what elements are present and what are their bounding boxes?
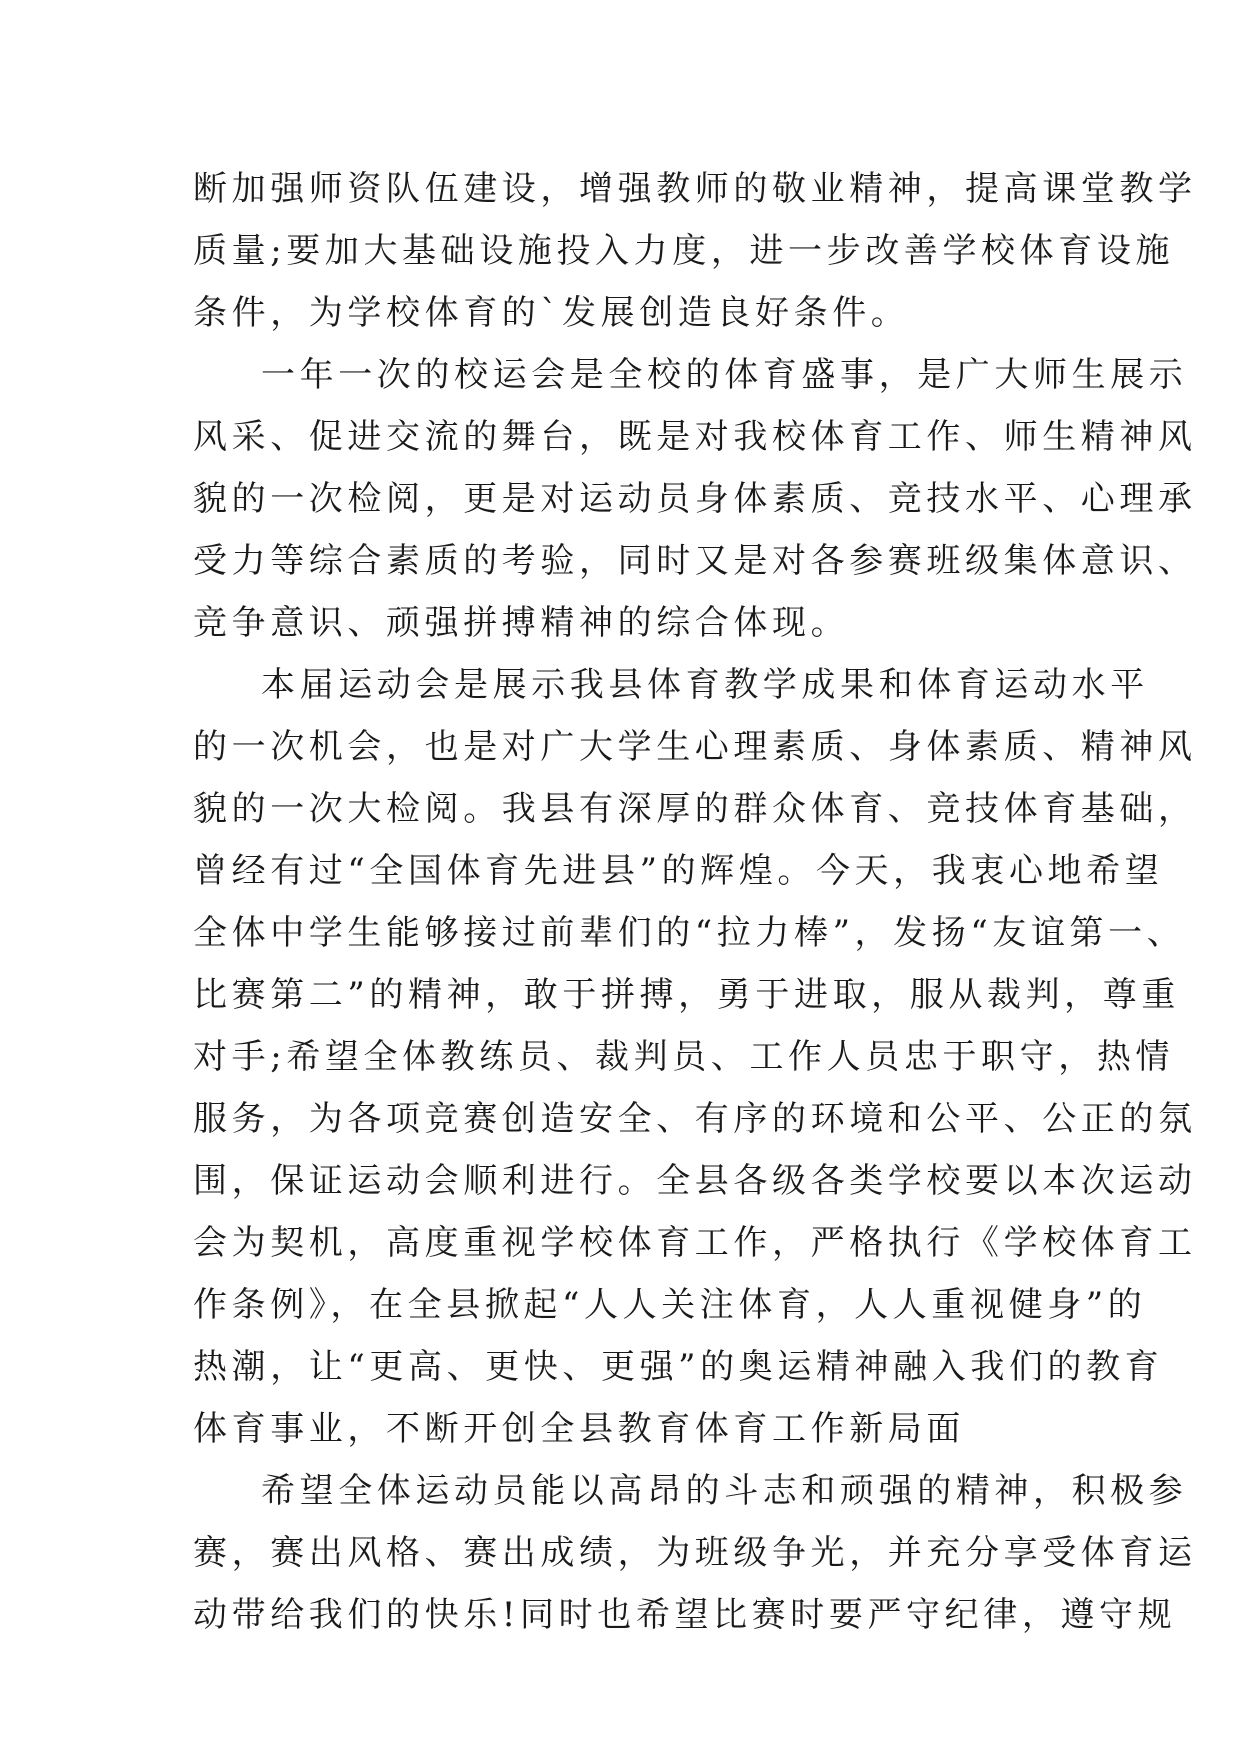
paragraph-line: 条件，为学校体育的`发展创造良好条件。 bbox=[193, 293, 910, 333]
paragraph-first-line: 希望全体运动员能以高昂的斗志和顽强的精神，积极参 bbox=[261, 1471, 1188, 1511]
paragraph-first-line: 本届运动会是展示我县体育教学成果和体育运动水平 bbox=[261, 665, 1149, 705]
paragraph-line: 貌的一次检阅，更是对运动员身体素质、竞技水平、心理承 bbox=[193, 479, 1197, 519]
paragraph-line: 赛，赛出风格、赛出成绩，为班级争光，并充分享受体育运 bbox=[193, 1533, 1197, 1573]
paragraph-line: 风采、促进交流的舞台，既是对我校体育工作、师生精神风 bbox=[193, 417, 1197, 457]
paragraph-line: 会为契机，高度重视学校体育工作，严格执行《学校体育工 bbox=[193, 1223, 1197, 1263]
paragraph-first-line: 一年一次的校运会是全校的体育盛事，是广大师生展示 bbox=[261, 355, 1188, 395]
paragraph-line: 受力等综合素质的考验，同时又是对各参赛班级集体意识、 bbox=[193, 541, 1197, 581]
paragraph-line: 对手;希望全体教练员、裁判员、工作人员忠于职守，热情 bbox=[193, 1037, 1175, 1077]
paragraph-3 bbox=[193, 654, 1197, 1460]
paragraph-line: 全体中学生能够接过前辈们的“拉力棒”，发扬“友谊第一、 bbox=[193, 913, 1186, 953]
paragraph-line: 曾经有过“全国体育先进县”的辉煌。今天，我衷心地希望 bbox=[193, 851, 1164, 891]
paragraph-line: 质量;要加大基础设施投入力度，进一步改善学校体育设施 bbox=[193, 231, 1175, 271]
paragraph-line: 围，保证运动会顺利进行。全县各级各类学校要以本次运动 bbox=[193, 1161, 1197, 1201]
paragraph-2 bbox=[193, 344, 1197, 654]
paragraph-line: 比赛第二”的精神，敢于拼搏，勇于进取，服从裁判，尊重 bbox=[193, 975, 1180, 1015]
paragraph-line: 貌的一次大检阅。我县有深厚的群众体育、竞技体育基础， bbox=[193, 789, 1197, 829]
paragraph-4 bbox=[193, 1460, 1197, 1646]
paragraph-line: 断加强师资队伍建设，增强教师的敬业精神，提高课堂教学 bbox=[193, 169, 1197, 209]
paragraph-line: 体育事业，不断开创全县教育体育工作新局面 bbox=[193, 1409, 965, 1449]
paragraph-line: 的一次机会，也是对广大学生心理素质、身体素质、精神风 bbox=[193, 727, 1197, 767]
paragraph-line: 动带给我们的快乐!同时也希望比赛时要严守纪律，遵守规 bbox=[193, 1595, 1177, 1635]
paragraph-line: 竞争意识、顽强拼搏精神的综合体现。 bbox=[193, 603, 850, 643]
paragraph-line: 服务，为各项竞赛创造安全、有序的环境和公平、公正的氛 bbox=[193, 1099, 1197, 1139]
paragraph-line: 作条例》，在全县掀起“人人关注体育，人人重视健身”的 bbox=[193, 1285, 1147, 1325]
paragraph-line: 热潮，让“更高、更快、更强”的奥运精神融入我们的教育 bbox=[193, 1347, 1164, 1387]
paragraph-1 bbox=[193, 158, 1197, 344]
document-body bbox=[193, 158, 1197, 1646]
